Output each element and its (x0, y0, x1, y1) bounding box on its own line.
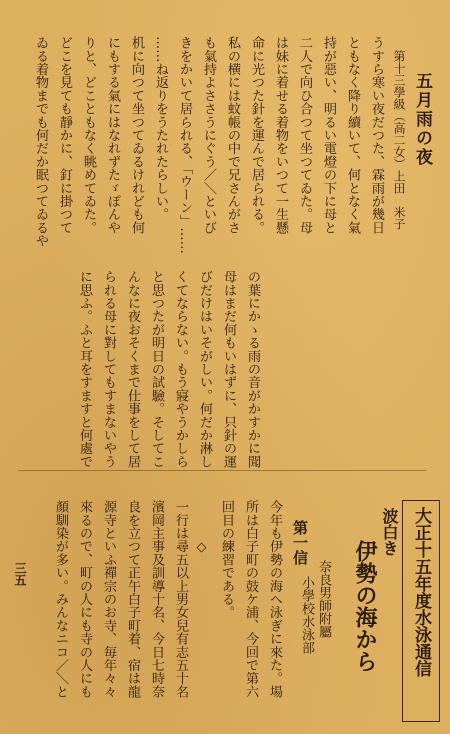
text-column: 今年も伊勢の海へ泳ぎに來た。場 (267, 500, 282, 698)
text-column: 良を立つて正午白子町着、宿は龍 (125, 500, 140, 698)
text-column: 命に光つた針を運んで居られる。 (249, 36, 264, 234)
text-column: ゐる着物までも何だか眠つてゐるや (33, 36, 48, 248)
text-column: も氣持よささうにぐう／＼といび (201, 36, 216, 234)
text-column: られる母に對してもすまないやう (101, 270, 116, 468)
article-title: 五月雨の夜 (412, 72, 432, 167)
article-author: 第十三學級（高二女）上田 米子 (392, 50, 406, 230)
report-school: 奈良男師附屬 (316, 560, 331, 638)
text-column: の葉にかゝる雨の音がかすかに聞 (245, 270, 260, 468)
text-column: 持が惡い、明るい電燈の下に母と (321, 36, 336, 234)
text-column: ……ね返りをうたれたらしい。 (153, 36, 168, 221)
text-column: 所は白子町の鼓ケ浦、今回で第六 (243, 500, 258, 698)
text-column: に思ふ。ふと耳をすますと何處で (77, 270, 92, 468)
text-column: 來るので、町の人にも寺の人にも (77, 500, 92, 698)
report-title: 伊勢の海から (352, 540, 378, 672)
text-column: にもする氣にはなれずたゞぽんや (105, 36, 120, 234)
text-column: 机に向つて坐つてゐるけれども何 (129, 36, 144, 234)
text-column: 私の横には蚊帳の中で兄さんがさ (225, 36, 240, 234)
text-column: どこを見ても靜かに、釘に掛つて (57, 36, 72, 234)
text-column: りと、どこともなく眺めてゐた。 (81, 36, 96, 234)
text-column: んなに夜おそくまで仕事をして居 (125, 270, 140, 468)
report-department: 小學校水泳部 (299, 576, 314, 654)
column-heading-box (402, 500, 440, 722)
column-heading: 大正十五年度水泳通信 (411, 507, 431, 677)
text-column: くてならない。もう寢やうかしら (173, 270, 188, 468)
text-column: きをかいて居られる、「ウーン」…… (177, 36, 192, 254)
text-column: 一行は尋五以上男女兒有志五十名 (173, 500, 188, 698)
text-column: と思つたが明日の試驗。そしてこ (149, 270, 164, 468)
text-column: びだけはいそがしい。何だか淋し (197, 270, 212, 468)
text-column: 濱岡主事及訓導十名、今日七時奈 (149, 500, 164, 698)
text-column: うすら寒い夜だつた、霖雨が幾日 (369, 36, 384, 234)
text-column: 源寺といふ禪宗のお寺、毎年々々 (101, 500, 116, 698)
text-column: は妹に着せる着物をいつて一生懸 (273, 36, 288, 234)
text-column: 顏馴染が多い。みんなニコ／＼と (53, 500, 68, 698)
diamond-separator: ◇ (194, 540, 209, 555)
section-divider (18, 470, 426, 471)
letter-number: 第一信 (291, 520, 309, 565)
text-column: 回目の練習である。 (219, 500, 234, 619)
report-ruby: 波白き (380, 508, 399, 556)
page-number: 三五 (13, 562, 27, 586)
text-column: ともなく降り續いて、何となく氣 (345, 36, 360, 234)
text-column: 母はまだ何もいはずに、只針の運 (221, 270, 236, 468)
text-column: 二人で向ひ合つて坐つてゐた。母 (297, 36, 312, 234)
